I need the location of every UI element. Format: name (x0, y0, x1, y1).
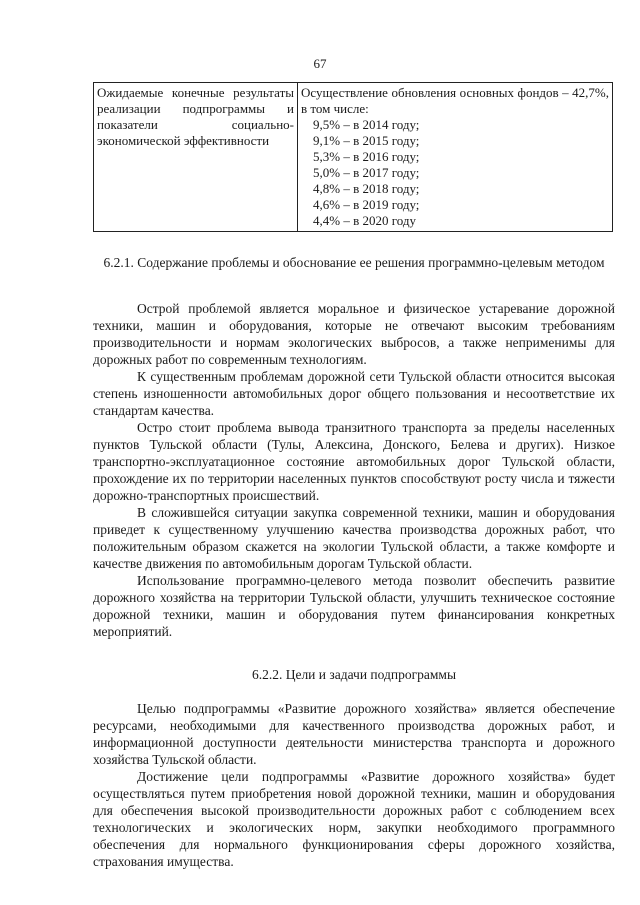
results-item: 5,0% – в 2017 году; (313, 165, 420, 180)
section-621-body (93, 300, 615, 640)
paragraph: Использование программно-целевого метода позволит обеспечить развитие дорожного хозяйства на территории Тульской области, улучшить техническое состояние дорожной техники, машин и оборудования путем финансирования конкретных мероприятий. (93, 573, 615, 639)
paragraph: Целью подпрограммы «Развитие дорожного хозяйства» является обеспечение ресурсами, необходимыми для качественного производства дорожных работ, и информационной доступности деятельности министерства транспорта и дорожного хозяйства Тульской области. (93, 701, 615, 767)
section-title-621: 6.2.1. Содержание проблемы и обоснование ее решения программно-целевым методом (103, 255, 605, 270)
results-values-cell (298, 83, 613, 232)
results-table (93, 82, 613, 232)
section-622-body (93, 700, 615, 870)
results-label-cell: Ожидаемые конечные результаты реализации подпрограммы и показатели социально-экономической эффективности (94, 83, 298, 232)
results-item: 5,3% – в 2016 году; (313, 149, 420, 164)
page-number: 67 (313, 56, 327, 71)
paragraph: К существенным проблемам дорожной сети Тульской области относится высокая степень изношенности автомобильных дорог общего пользования и несоответствие их стандартам качества. (93, 369, 615, 418)
paragraph: Достижение цели подпрограммы «Развитие дорожного хозяйства» будет осуществляться путем приобретения новой дорожной техники, машин и оборудования для обеспечения высокой производительности дорожных работ с соблюдением всех технологических и экологических норм, закупки необходимого программного обеспечения для нормального функционирования сферы дорожного хозяйства, страхования имущества. (93, 769, 615, 869)
paragraph: Остро стоит проблема вывода транзитного транспорта за пределы населенных пунктов Тульской области (Тулы, Алексина, Донского, Белева и других). Низкое транспортно-эксплуатационное состояние автомобильных дорог Тульской области, прохождение их по территории населенных пунктов способствуют росту числа и тяжести дорожно-транспортных происшествий. (93, 420, 615, 503)
table-row (94, 83, 613, 232)
results-item: 4,4% – в 2020 году (313, 213, 416, 228)
paragraph: В сложившейся ситуации закупка современной техники, машин и оборудования приведет к существенному улучшению качества производства дорожных работ, что положительным образом скажется на экологии Тульской области, а также комфорте и качестве движения по автомобильным дорогам Тульской области. (93, 505, 615, 571)
results-item: 4,6% – в 2019 году; (313, 197, 420, 212)
paragraph: Острой проблемой является моральное и физическое устаревание дорожной техники, машин и оборудования, которые не отвечают высоким требованиям производительности и нормам экологических выбросов, а также неприменимы для дорожных работ по современным технологиям. (93, 301, 615, 367)
results-item: 9,1% – в 2015 году; (313, 133, 420, 148)
results-item: 4,8% – в 2018 году; (313, 181, 420, 196)
results-item: 9,5% – в 2014 году; (313, 117, 420, 132)
section-title-622: 6.2.2. Цели и задачи подпрограммы (251, 667, 457, 682)
results-intro: Осуществление обновления основных фондов – 42,7%, в том числе: (301, 85, 609, 116)
